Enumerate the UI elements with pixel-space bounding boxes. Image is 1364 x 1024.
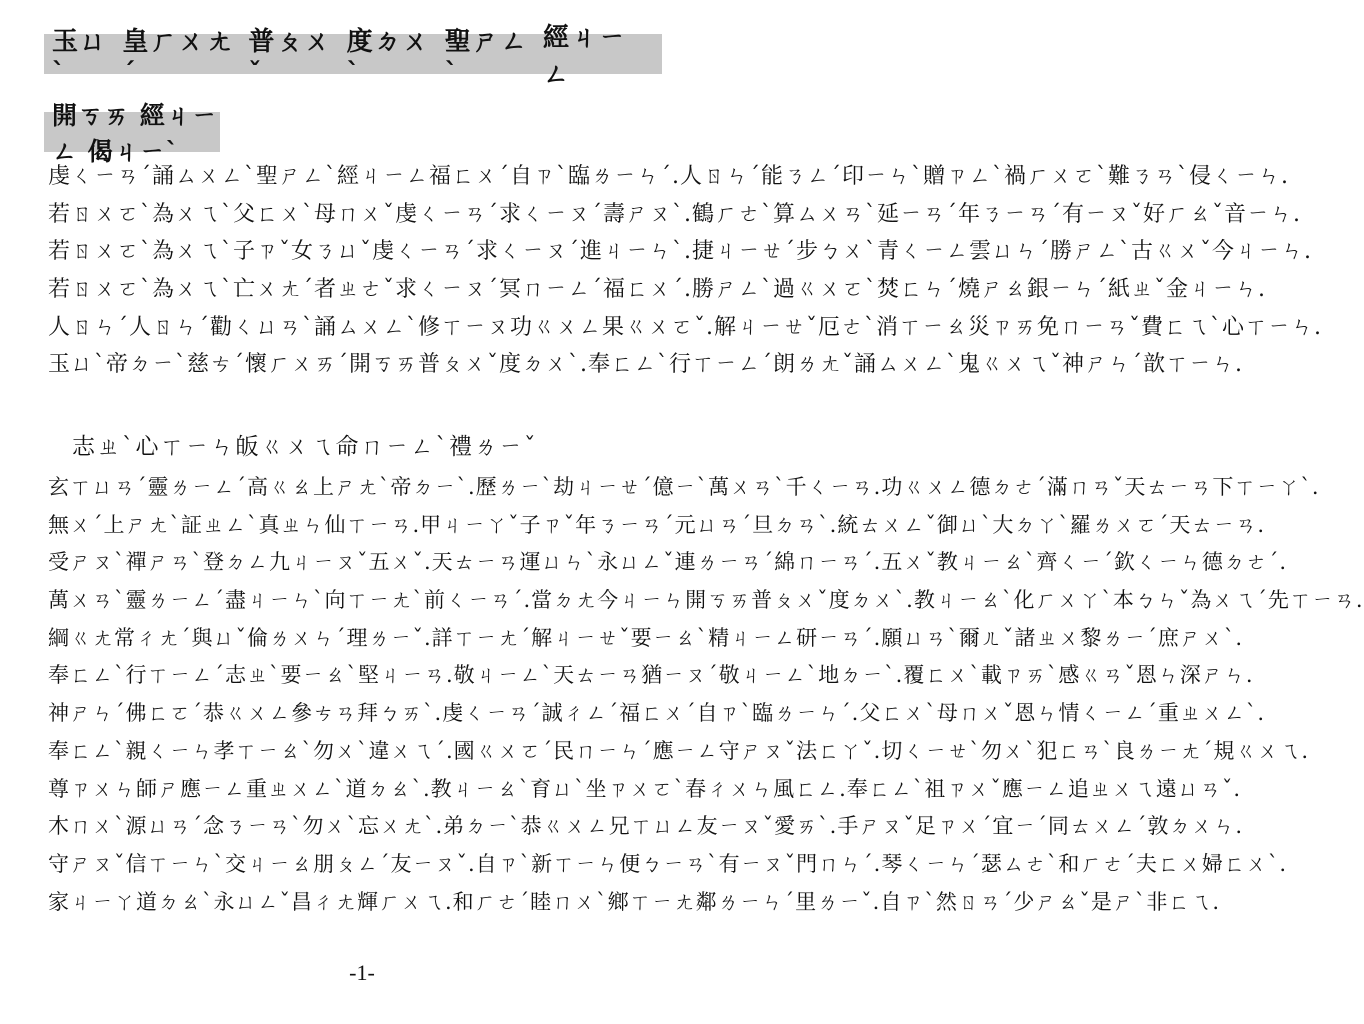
section1-heading: 開ㄎㄞ 經ㄐㄧㄥ 偈ㄐㄧˋ: [44, 112, 220, 152]
title-char: 皇ㄏㄨㄤˊ: [122, 26, 235, 88]
scripture-title-bar: [44, 23, 662, 90]
verse-line: 綱ㄍㄤ常ㄔㄤˊ與ㄩˇ倫ㄌㄨㄣˊ理ㄌㄧˇ.詳ㄒㄧㄤˊ解ㄐㄧㄝˇ要ㄧㄠˋ精ㄐㄧㄥ研ㄧㄢˊ.願ㄩㄢˋ爾ㄦˇ諸ㄓㄨ黎ㄌㄧˊ庶ㄕㄨˋ.: [48, 625, 1244, 650]
verse-line: 家ㄐㄧㄚ道ㄉㄠˋ永ㄩㄥˇ昌ㄔㄤ輝ㄏㄨㄟ.和ㄏㄜˊ睦ㄇㄨˋ鄉ㄒㄧㄤ鄰ㄌㄧㄣˊ里ㄌㄧˇ.自ㄗˋ然ㄖㄢˊ少ㄕㄠˇ是ㄕˋ非ㄈㄟ.: [48, 889, 1221, 914]
verse-line: 木ㄇㄨˋ源ㄩㄢˊ念ㄋㄧㄢˋ勿ㄨˋ忘ㄨㄤˋ.弟ㄉㄧˋ恭ㄍㄨㄥ兄ㄒㄩㄥ友ㄧㄡˇ愛ㄞˋ.手ㄕㄡˇ足ㄗㄨˊ宜ㄧˊ同ㄊㄨㄥˊ敦ㄉㄨㄣ.: [48, 814, 1244, 839]
section2-verses: [48, 469, 1364, 921]
verse-line: 玄ㄒㄩㄢˊ靈ㄌㄧㄥˊ高ㄍㄠ上ㄕㄤˋ帝ㄉㄧˋ.歷ㄌㄧˋ劫ㄐㄧㄝˊ億ㄧˋ萬ㄨㄢˋ千ㄑㄧㄢ.功ㄍㄨㄥ德ㄉㄜˊ滿ㄇㄢˇ天ㄊㄧㄢ下ㄒㄧㄚˋ.: [48, 475, 1320, 499]
verse-line: 尊ㄗㄨㄣ師ㄕ應ㄧㄥ重ㄓㄨㄥˋ道ㄉㄠˋ.教ㄐㄧㄠˋ育ㄩˋ坐ㄗㄨㄛˋ春ㄔㄨㄣ風ㄈㄥ.奉ㄈㄥˋ祖ㄗㄨˇ應ㄧㄥ追ㄓㄨㄟ遠ㄩㄢˇ.: [48, 776, 1242, 801]
section1-verses: [48, 158, 1322, 384]
verse-line: 奉ㄈㄥˋ親ㄑㄧㄣ孝ㄒㄧㄠˋ勿ㄨˋ違ㄨㄟˊ.國ㄍㄨㄛˊ民ㄇㄧㄣˊ應ㄧㄥ守ㄕㄡˇ法ㄈㄚˇ.切ㄑㄧㄝˋ勿ㄨˋ犯ㄈㄢˋ良ㄌㄧㄤˊ規ㄍㄨㄟ.: [48, 738, 1310, 763]
verse-line: 若ㄖㄨㄛˋ為ㄨㄟˋ父ㄈㄨˋ母ㄇㄨˇ虔ㄑㄧㄢˊ求ㄑㄧㄡˊ壽ㄕㄡˋ.鶴ㄏㄜˋ算ㄙㄨㄢˋ延ㄧㄢˊ年ㄋㄧㄢˊ有ㄧㄡˇ好ㄏㄠˇ音ㄧㄣ.: [48, 201, 1301, 227]
verse-line: 萬ㄨㄢˋ靈ㄌㄧㄥˊ盡ㄐㄧㄣˋ向ㄒㄧㄤˋ前ㄑㄧㄢˊ.當ㄉㄤ今ㄐㄧㄣ開ㄎㄞ普ㄆㄨˇ度ㄉㄨˋ.教ㄐㄧㄠˋ化ㄏㄨㄚˋ本ㄅㄣˇ為ㄨㄟˊ先ㄒㄧㄢ.: [48, 588, 1364, 613]
verse-line: 無ㄨˊ上ㄕㄤˋ証ㄓㄥˋ真ㄓㄣ仙ㄒㄧㄢ.甲ㄐㄧㄚˇ子ㄗˇ年ㄋㄧㄢˊ元ㄩㄢˊ旦ㄉㄢˋ.統ㄊㄨㄥˇ御ㄩˋ大ㄉㄚˋ羅ㄌㄨㄛˊ天ㄊㄧㄢ.: [48, 512, 1266, 537]
section2-heading: 志ㄓˋ心ㄒㄧㄣ皈ㄍㄨㄟ命ㄇㄧㄥˋ禮ㄌㄧˇ: [72, 434, 538, 460]
verse-line: 神ㄕㄣˊ佛ㄈㄛˊ恭ㄍㄨㄥ參ㄘㄢ拜ㄅㄞˋ.虔ㄑㄧㄢˊ誠ㄔㄥˊ福ㄈㄨˊ自ㄗˋ臨ㄌㄧㄣˊ.父ㄈㄨˋ母ㄇㄨˇ恩ㄣ情ㄑㄧㄥˊ重ㄓㄨㄥˋ.: [48, 701, 1266, 726]
verse-line: 若ㄖㄨㄛˋ為ㄨㄟˋ亡ㄨㄤˊ者ㄓㄜˇ求ㄑㄧㄡˊ冥ㄇㄧㄥˊ福ㄈㄨˊ.勝ㄕㄥˋ過ㄍㄨㄛˋ焚ㄈㄣˊ燒ㄕㄠ銀ㄧㄣˊ紙ㄓˇ金ㄐㄧㄣ.: [48, 277, 1266, 303]
verse-line: 受ㄕㄡˋ禪ㄕㄢˋ登ㄉㄥ九ㄐㄧㄡˇ五ㄨˇ.天ㄊㄧㄢ運ㄩㄣˋ永ㄩㄥˇ連ㄌㄧㄢˊ綿ㄇㄧㄢˊ.五ㄨˇ教ㄐㄧㄠˋ齊ㄑㄧˊ欽ㄑㄧㄣ德ㄉㄜˊ.: [48, 550, 1288, 575]
verse-line: 虔ㄑㄧㄢˊ誦ㄙㄨㄥˋ聖ㄕㄥˋ經ㄐㄧㄥ福ㄈㄨˊ自ㄗˋ臨ㄌㄧㄣˊ.人ㄖㄣˊ能ㄋㄥˊ印ㄧㄣˋ贈ㄗㄥˋ禍ㄏㄨㄛˋ難ㄋㄢˋ侵ㄑㄧㄣ.: [48, 164, 1289, 189]
verse-line: 奉ㄈㄥˋ行ㄒㄧㄥˊ志ㄓˋ要ㄧㄠˋ堅ㄐㄧㄢ.敬ㄐㄧㄥˋ天ㄊㄧㄢ猶ㄧㄡˊ敬ㄐㄧㄥˋ地ㄉㄧˋ.覆ㄈㄨˋ載ㄗㄞˋ感ㄍㄢˇ恩ㄣ深ㄕㄣ.: [48, 663, 1254, 688]
title-char: 普ㄆㄨˇ: [248, 26, 333, 88]
title-char: 聖ㄕㄥˋ: [444, 26, 529, 88]
verse-line: 若ㄖㄨㄛˋ為ㄨㄟˋ子ㄗˇ女ㄋㄩˇ虔ㄑㄧㄢˊ求ㄑㄧㄡˊ進ㄐㄧㄣˋ.捷ㄐㄧㄝˊ步ㄅㄨˋ青ㄑㄧㄥ雲ㄩㄣˊ勝ㄕㄥˋ古ㄍㄨˇ今ㄐㄧㄣ.: [48, 239, 1312, 265]
title-char: 經ㄐㄧㄥ: [542, 23, 627, 90]
title-char: 度ㄉㄨˋ: [346, 26, 431, 88]
verse-line: 玉ㄩˋ帝ㄉㄧˋ慈ㄘˊ懷ㄏㄨㄞˊ開ㄎㄞ普ㄆㄨˇ度ㄉㄨˋ.奉ㄈㄥˋ行ㄒㄧㄥˊ朗ㄌㄤˇ誦ㄙㄨㄥˋ鬼ㄍㄨㄟˇ神ㄕㄣˊ歆ㄒㄧㄣ.: [48, 352, 1243, 378]
verse-line: 守ㄕㄡˇ信ㄒㄧㄣˋ交ㄐㄧㄠ朋ㄆㄥˊ友ㄧㄡˇ.自ㄗˋ新ㄒㄧㄣ便ㄅㄧㄢˋ有ㄧㄡˇ門ㄇㄣˊ.琴ㄑㄧㄣˊ瑟ㄙㄜˋ和ㄏㄜˊ夫ㄈㄨ婦ㄈㄨˋ.: [48, 851, 1288, 876]
page-number: -1-: [349, 960, 375, 985]
title-char: 玉ㄩˋ: [52, 26, 109, 88]
verse-line: 人ㄖㄣˊ人ㄖㄣˊ勸ㄑㄩㄢˋ誦ㄙㄨㄥˋ修ㄒㄧㄡ功ㄍㄨㄥ果ㄍㄨㄛˇ.解ㄐㄧㄝˇ厄ㄜˋ消ㄒㄧㄠ災ㄗㄞ免ㄇㄧㄢˇ費ㄈㄟˋ心ㄒㄧㄣ.: [48, 314, 1322, 340]
